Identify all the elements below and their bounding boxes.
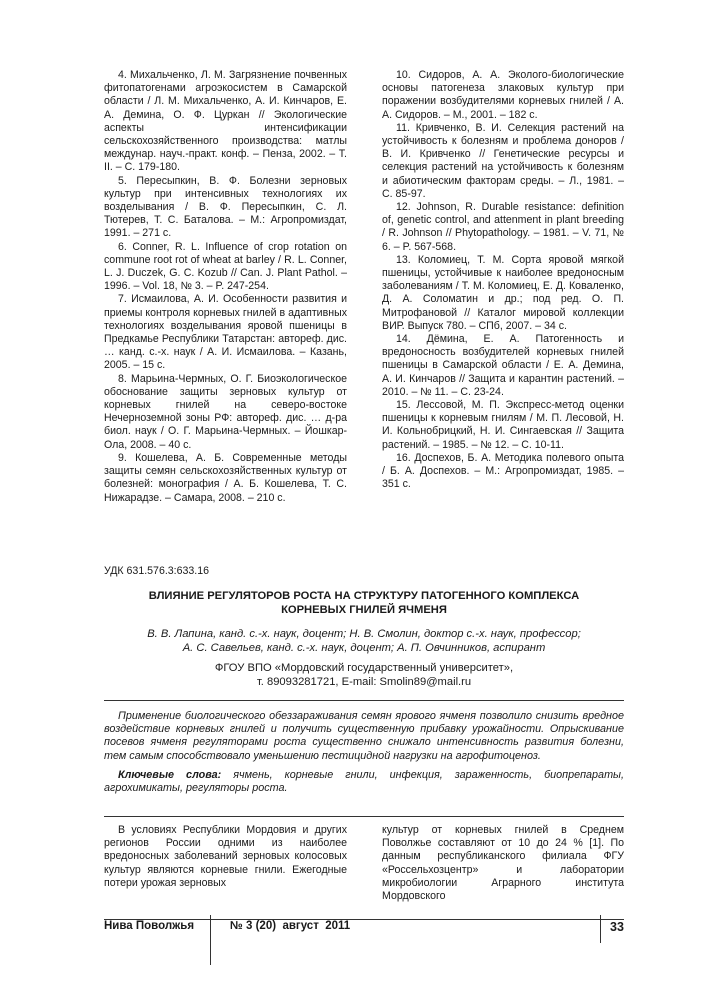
body-paragraph: В условиях Республики Мордовия и других регионов России одними из наиболее вредоносных заболеваний зерновых колосовых культур являются корневые гнили. Ежегодные потери урожая зерновых	[104, 824, 347, 889]
abstract-block	[104, 710, 624, 795]
reference-item: 11. Кривченко, В. И. Селекция растений на устойчивость к болезням и проблема доноров / В. И. Кривченко // Генетические ресурсы и селекция растений на устойчивость к болезням и абиотическим факторам среды. – Л., 1981. – С. 85-97.	[382, 121, 624, 200]
article-authors	[104, 628, 624, 655]
reference-item: 16. Доспехов, Б. А. Методика полевого опыта / Б. А. Доспехов. – М.: Агропромиздат, 1985. – 351 с.	[382, 451, 624, 491]
title-line: ВЛИЯНИЕ РЕГУЛЯТОРОВ РОСТА НА СТРУКТУРУ ПАТОГЕННОГО КОМПЛЕКСА	[148, 590, 580, 602]
keywords-label: Ключевые слова:	[118, 768, 222, 781]
issue-info: № 3 (20) август 2011	[230, 920, 351, 932]
reference-item: 5. Пересыпкин, В. Ф. Болезни зерновых культур при интенсивных технологиях их возделывания / В. Ф. Пересыпкин, С. Л. Тютерев, Т. С. Баталова. – М.: Агропромиздат, 1991. – 271 с.	[104, 174, 347, 240]
reference-item: 14. Дёмина, Е. А. Патогенность и вредоносность возбудителей корневых гнилей пшеницы в Самарской области / Е. А. Демина, А. И. Кинчаров // Защита и карантин растений. – 2010. – № 11. – С. 23-24.	[382, 333, 624, 398]
article-title	[104, 590, 624, 617]
footer-separator	[600, 915, 601, 943]
keywords-list: ячмень, корневые гнили, инфекция, зараженность, биопрепараты, агрохимикаты, регуляторы роста.	[104, 768, 625, 795]
page-number: 33	[610, 920, 624, 934]
footer-separator	[210, 915, 211, 965]
reference-item: 10. Сидоров, А. А. Эколого-биологические основы патогенеза злаковых культур при поражении возбудителями корневых гнилей / А. А. Сидоров. – М., 2001. – 182 с.	[382, 69, 624, 121]
body-right-column	[382, 824, 624, 903]
keywords-paragraph	[104, 769, 624, 795]
reference-item: 13. Коломиец, Т. М. Сорта яровой мягкой пшеницы, устойчивые к наиболее вредоносным заболеваниям / Т. М. Коломиец, Е. Д. Коваленко, Д. А. Соломатин и др.; под ред. О. П. Митрофановой // Каталог мировой коллекции ВИР. Выпуск 780. – СПб, 2007. – 34 с.	[382, 253, 624, 332]
abstract-bottom-divider	[104, 816, 624, 817]
reference-item: 4. Михальченко, Л. М. Загрязнение почвенных фитопатогенами агроэкосистем в Самарской области / Л. М. Михальченко, А. И. Кинчаров, Е. А. Демина, О. Ф. Цуркан // Экологические аспекты интенсификации сельскохозяйственного производства: матлы междунар. науч.-практ. конф. – Пенза, 2002. – Т. II. – С. 179-180.	[104, 69, 347, 174]
authors-line: В. В. Лапина, канд. с.-х. наук, доцент; Н. В. Смолин, доктор с.-х. наук, профессор;	[147, 628, 581, 640]
reference-item: 8. Марьина-Чермных, О. Г. Биоэкологическое обоснование защиты зерновых культур от корневых гнилей на северо-востоке Нечерноземной зоны РФ: автореф. дис. … д-ра биол. наук / О. Г. Марьина-Чермных. – Йошкар-Ола, 2008. – 40 с.	[104, 372, 347, 451]
affiliation	[104, 662, 624, 689]
reference-item: 7. Исмаилова, А. И. Особенности развития и приемы контроля корневых гнилей в адаптивных технологиях возделывания яровой пшеницы в Предкамье Республики Татарстан: автореф. дис. … канд. с.-х. наук / А. И. Исмаилова. – Казань, 2005. – 15 с.	[104, 293, 347, 372]
title-line: КОРНЕВЫХ ГНИЛЕЙ ЯЧМЕНЯ	[281, 603, 447, 616]
reference-item: 9. Кошелева, А. Б. Современные методы защиты семян сельскохозяйственных культур от болезней: монография / А. Б. Кошелева, Т. С. Нижарадзе. – Самара, 2008. – 210 с.	[104, 451, 347, 504]
authors-line: А. С. Савельев, канд. с.-х. наук, доцент; А. П. Овчинников, аспирант	[182, 641, 546, 654]
body-left-column	[104, 824, 347, 890]
affiliation-contact: т. 89093281721, E-mail: Smolin89@mail.ru	[256, 675, 472, 688]
udc-code: УДК 631.576.3:633.16	[104, 565, 210, 577]
reference-item: 6. Conner, R. L. Influence of crop rotation on commune root rot of wheat at barley / R. L. Conner, L. J. Duczek, G. C. Kozub // Can. J. Plant Pathol. – 1996. – Vol. 18, № 3. – P. 247-254.	[104, 240, 347, 293]
references-right-column	[382, 69, 624, 492]
abstract-text: Применение биологического обеззараживания семян ярового ячменя позволило снизить вредное воздействие корневых гнилей и получить существенную прибавку урожайности. Опрыскивание посевов ячменя регуляторами роста существенно снижало интенсивность развития болезни, тем самым способствовало уменьшению пестицидной нагрузки на агрофитоценоз.	[104, 710, 624, 762]
references-left-column	[104, 69, 347, 505]
reference-item: 15. Лессовой, М. П. Экспресс-метод оценки пшеницы к корневым гнилям / М. П. Лесовой, Н. И. Кольнобрицкий, Н. И. Сингаевская // Защита растений. – 1985. – № 12. – С. 10-11.	[382, 399, 624, 451]
journal-name: Нива Поволжья	[104, 920, 195, 932]
body-paragraph: культур от корневых гнилей в Среднем Поволжье составляют от 10 до 24 % [1]. По данным республиканского филиала ФГУ «Россельхозцентр» и лаборатории микробиологии Аграрного института Мордовского	[382, 824, 624, 903]
affiliation-line: ФГОУ ВПО «Мордовский государственный университет»,	[214, 662, 514, 674]
abstract-top-divider	[104, 700, 624, 701]
reference-item: 12. Johnson, R. Durable resistance: definition of, genetic control, and attenment in plant breeding / R. Johnson // Phytopathology. – 1981. – V. 71, № 6. – P. 567-568.	[382, 201, 624, 253]
